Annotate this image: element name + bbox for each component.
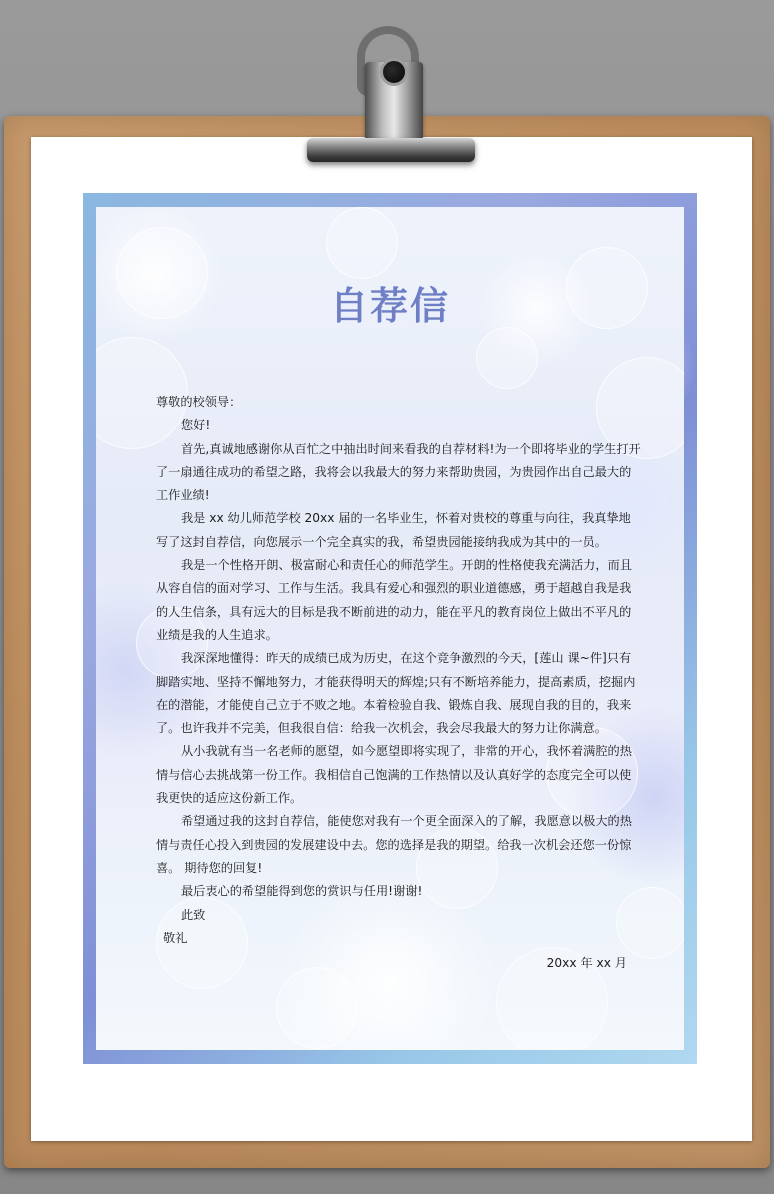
- letter-frame: [83, 193, 697, 1064]
- letter-body: [156, 391, 641, 975]
- letter-paragraph: 希望通过我的这封自荐信，能使您对我有一个更全面深入的了解，我愿意以极大的热情与责任心投入到贵园的发展建设中去。您的选择是我的期望。给我一次机会还您一份惊喜。 期待您的回复!: [156, 814, 632, 875]
- letter-paragraph: 我深深地懂得：昨天的成绩已成为历史，在这个竞争激烈的今天，[莲山 课~件]只有脚踏实地、坚持不懈地努力，才能获得明天的辉煌;只有不断培养能力，提高素质，挖掘内在的潜能，才能使自己立于不败之地。本着检验自我、锻炼自我、展现自我的目的，我来了。也许我并不完美，但我很自信：给我一次机会，我会尽我最大的努力让你满意。: [156, 651, 636, 736]
- letter-title: 自荐信: [329, 284, 450, 328]
- letter-paragraph: 我是 xx 幼儿师范学校 20xx 届的一名毕业生，怀着对贵校的尊重与向往，我真挚地写了这封自荐信，向您展示一个完全真实的我，希望贵园能接纳我成为其中的一员。: [156, 511, 631, 549]
- paper-sheet: [31, 137, 752, 1141]
- letter-closing-salutation: 此致: [181, 907, 206, 922]
- letter-background: [96, 207, 684, 1050]
- letter-paragraph: 我是一个性格开朗、极富耐心和责任心的师范学生。开朗的性格使我充满活力，而且从容自信的面对学习、工作与生活。我具有爱心和强烈的职业道德感，勇于超越自我是我的人生信条，具有远大的目标是我不断前进的动力，能在平凡的教育岗位上做出不平凡的业绩是我的人生追求。: [156, 558, 632, 642]
- letter-paragraph: 从小我就有当一名老师的愿望，如今愿望即将实现了，非常的开心，我怀着满腔的热情与信心去挑战第一份工作。我相信自己饱满的工作热情以及认真好学的态度完全可以使我更快的适应这份新工作。: [156, 744, 632, 806]
- letter-paragraph: 最后衷心的希望能得到您的赏识与任用!谢谢!: [181, 884, 423, 899]
- letter-greeting: 尊敬的校领导：: [156, 395, 242, 409]
- bokeh-circle: [326, 207, 398, 279]
- letter-closing-regards: 敬礼: [163, 930, 188, 945]
- letter-date: 20xx 年 xx 月: [546, 956, 627, 971]
- bokeh-circle: [276, 967, 358, 1049]
- bokeh-circle: [476, 327, 538, 389]
- letter-hello: 您好!: [181, 418, 211, 433]
- clipboard: [4, 116, 770, 1168]
- binder-clip-jaw: [307, 138, 475, 162]
- letter-paragraph: 首先,真诚地感谢你从百忙之中抽出时间来看我的自荐材料!为一个即将毕业的学生打开了一扇通往成功的希望之路，我将会以我最大的努力来帮助贵园，为贵园作出自己最大的工作业绩!: [156, 441, 641, 503]
- binder-clip-rivet: [380, 58, 408, 86]
